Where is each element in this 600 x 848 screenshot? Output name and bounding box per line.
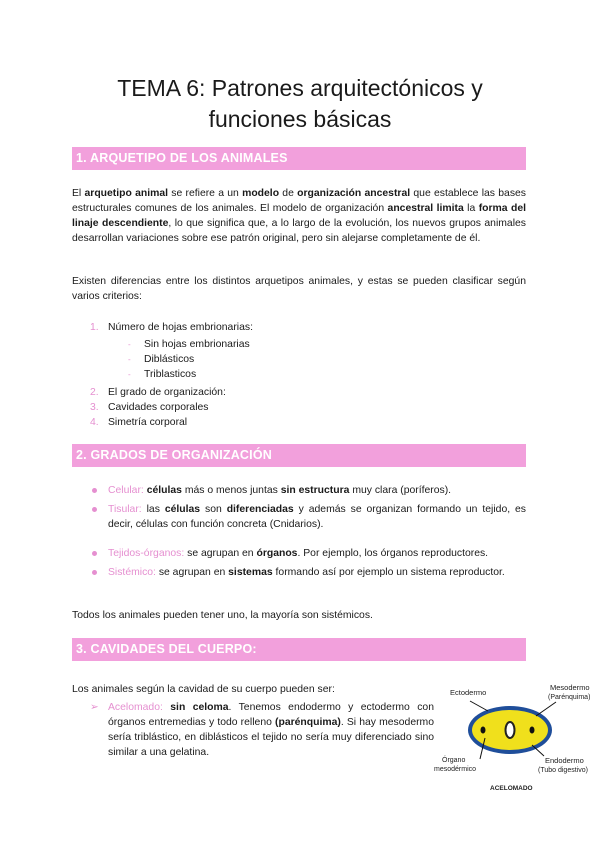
diagram-caption: ACELOMADO [490,785,533,792]
paragraph-criterios: Existen diferencias entre los distintos arquetipos animales, y estas se pueden clasificar según varios criterios: [72,276,526,302]
title-line-1: TEMA 6: Patrones arquitectónicos y [117,75,483,101]
list-item: Tisular: las células son diferenciadas y además se organizan formando un tejido, es decir, células con función concreta (Cnidarios). [90,502,526,532]
acelomado-diagram [420,680,600,795]
grades-list [90,483,526,498]
bullet-icon [92,570,97,575]
section-heading-cavidades: 3. CAVIDADES DEL CUERPO: [72,638,526,661]
bullet-icon [92,551,97,556]
label-ectodermo: Ectodermo [450,688,487,697]
paragraph-arquetipo: El arquetipo animal se refiere a un modelo de organización ancestral que establece las bases estructurales comunes de los animales. El modelo de organización ancestral limita la forma del linaje descendiente, lo que significa que, a lo largo de la evolución, los nuevos grupos animales desarrollan variaciones sobre ese patrón original, pero sin alejarse completamente de él. [72,188,526,244]
section-heading-grados: 2. GRADOS DE ORGANIZACIÓN [72,444,526,467]
bullet-icon [92,507,97,512]
tubo-digestivo-shape [506,722,515,738]
paragraph-cavidades: Los animales según la cavidad de su cuerpo pueden ser: [72,684,335,695]
organo-left-shape [481,727,486,734]
label-tubo-digestivo: (Tubo digestivo) [538,767,588,774]
grades-list-sistemico [90,565,526,580]
list-item: Celular: células más o menos juntas sin estructura muy clara (poríferos). [90,483,526,498]
label-organo: Órgano [442,757,466,764]
ectodermo-pointer [470,701,488,711]
grades-list-tejidos [90,546,526,561]
label-parenquima: (Parénquima) [548,694,591,701]
acelomado-item: ➢ Acelomado: sin celoma. Tenemos endodermo y ectodermo con órganos entremedias y todo relleno (parénquima). Si hay mesodermo sería triblástico, en diblásticos el tejido no sería muy diferenciado sino similar a una gelatina. [90,702,434,758]
grades-list-tisular [90,502,526,532]
paragraph-sistemicos: Todos los animales pueden tener uno, la mayoría son sistémicos. [72,610,373,621]
label-mesodermico: mesodérmico [434,766,477,773]
page-title [60,73,540,135]
section-heading-arquetipo: 1. ARQUETIPO DE LOS ANIMALES [72,147,526,170]
bullet-icon [92,488,97,493]
list-item: Tejidos-órganos: se agrupan en órganos. Por ejemplo, los órganos reproductores. [90,546,526,561]
mesodermo-pointer [536,702,556,716]
organo-right-shape [530,727,535,734]
label-mesodermo: Mesodermo [550,683,590,692]
title-line-2: funciones básicas [208,106,392,132]
label-endodermo: Endodermo [545,756,584,765]
arrow-bullet-icon: ➢ [90,702,99,713]
list-item: Sistémico: se agrupan en sistemas formando así por ejemplo un sistema reproductor. [90,565,526,580]
